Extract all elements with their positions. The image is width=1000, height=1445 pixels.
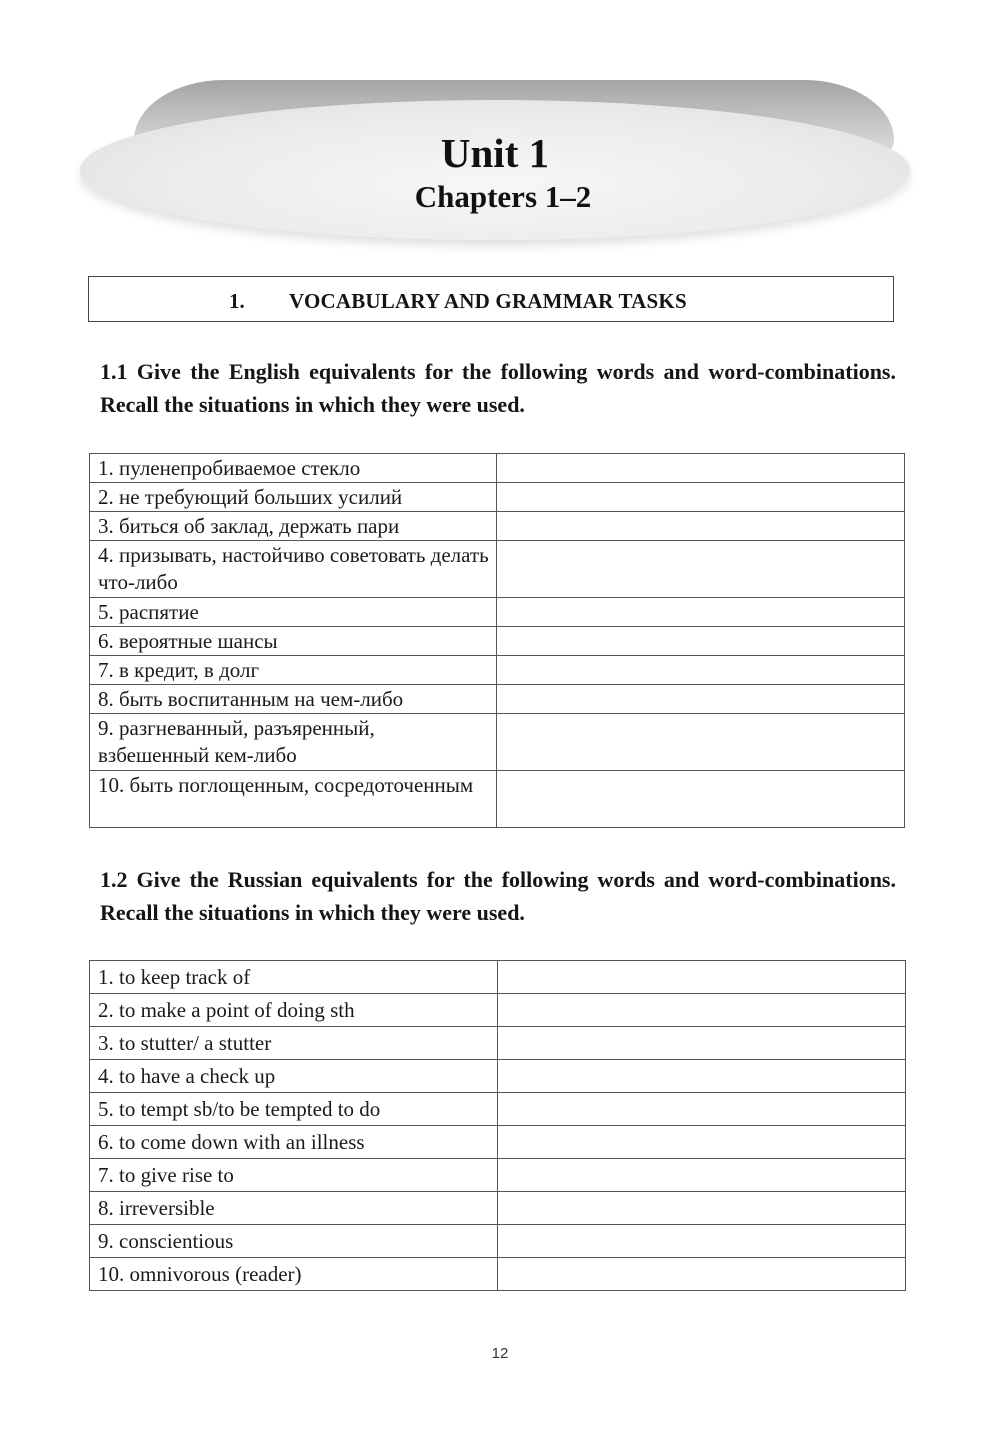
answer-cell[interactable] — [498, 1093, 906, 1126]
table-row — [90, 714, 905, 771]
term-cell: 4. призывать, настойчиво советовать делать что-либо — [90, 541, 497, 598]
unit-title: Unit 1 — [440, 130, 550, 176]
term-cell: 8. быть воспитанным на чем-либо — [90, 685, 497, 714]
table-row — [90, 627, 905, 656]
answer-cell[interactable] — [497, 541, 905, 598]
answer-cell[interactable] — [498, 1225, 906, 1258]
chapters-title: Chapters 1–2 — [414, 179, 592, 214]
table-row — [90, 1159, 906, 1192]
table-row — [90, 771, 905, 828]
task-1-2-instruction: 1.2 Give the Russian equivalents for the following words and word-combinations. Recall the situations in which they were used. — [100, 867, 896, 925]
term-cell: 2. to make a point of doing sth — [90, 994, 498, 1027]
term-cell: 2. не требующий больших усилий — [90, 483, 497, 512]
answer-cell[interactable] — [497, 656, 905, 685]
term-cell: 9. разгневанный, разъяренный, взбешенный кем-либо — [90, 714, 497, 771]
section-number: 1. — [229, 289, 245, 313]
table-row — [90, 1225, 906, 1258]
section-title: VOCABULARY AND GRAMMAR TASKS — [289, 289, 687, 313]
term-cell: 4. to have a check up — [90, 1060, 498, 1093]
table-row — [90, 541, 905, 598]
term-cell: 3. to stutter/ a stutter — [90, 1027, 498, 1060]
task-1-1-table — [89, 453, 905, 828]
term-cell: 1. пуленепробиваемое стекло — [90, 454, 497, 483]
answer-cell[interactable] — [497, 598, 905, 627]
answer-cell[interactable] — [498, 961, 906, 994]
answer-cell[interactable] — [498, 1258, 906, 1291]
term-cell: 8. irreversible — [90, 1192, 498, 1225]
table-row — [90, 1093, 906, 1126]
answer-cell[interactable] — [498, 1060, 906, 1093]
term-cell: 5. to tempt sb/to be tempted to do — [90, 1093, 498, 1126]
table-row — [90, 961, 906, 994]
table-row — [90, 685, 905, 714]
term-cell: 6. to come down with an illness — [90, 1126, 498, 1159]
table-row — [90, 1192, 906, 1225]
term-cell: 9. conscientious — [90, 1225, 498, 1258]
table-row — [90, 656, 905, 685]
term-cell: 7. to give rise to — [90, 1159, 498, 1192]
table-row — [90, 994, 906, 1027]
answer-cell[interactable] — [497, 627, 905, 656]
task-1-1-instruction: 1.1 Give the English equivalents for the following words and word-combinations. Recall the situations in which they were used. — [100, 359, 896, 417]
table-row — [90, 1027, 906, 1060]
answer-cell[interactable] — [498, 1126, 906, 1159]
table-row — [90, 1126, 906, 1159]
term-cell: 6. вероятные шансы — [90, 627, 497, 656]
answer-cell[interactable] — [498, 1192, 906, 1225]
answer-cell[interactable] — [498, 1159, 906, 1192]
table-row — [90, 1060, 906, 1093]
table-row — [90, 598, 905, 627]
term-cell: 5. распятие — [90, 598, 497, 627]
term-cell: 10. omnivorous (reader) — [90, 1258, 498, 1291]
table-row — [90, 1258, 906, 1291]
term-cell: 1. to keep track of — [90, 961, 498, 994]
task-1-2-table — [89, 960, 906, 1291]
table-row — [90, 454, 905, 483]
term-cell: 7. в кредит, в долг — [90, 656, 497, 685]
answer-cell[interactable] — [498, 994, 906, 1027]
term-cell: 3. биться об заклад, держать пари — [90, 512, 497, 541]
answer-cell[interactable] — [497, 685, 905, 714]
section-heading-box — [88, 276, 894, 322]
table-row — [90, 512, 905, 541]
term-cell: 10. быть поглощенным, сосредоточенным — [90, 771, 497, 828]
answer-cell[interactable] — [497, 512, 905, 541]
page-number: 12 — [491, 1345, 509, 1362]
answer-cell[interactable] — [498, 1027, 906, 1060]
unit-banner — [80, 76, 910, 248]
answer-cell[interactable] — [497, 454, 905, 483]
table-row — [90, 483, 905, 512]
answer-cell[interactable] — [497, 714, 905, 771]
answer-cell[interactable] — [497, 771, 905, 828]
answer-cell[interactable] — [497, 483, 905, 512]
